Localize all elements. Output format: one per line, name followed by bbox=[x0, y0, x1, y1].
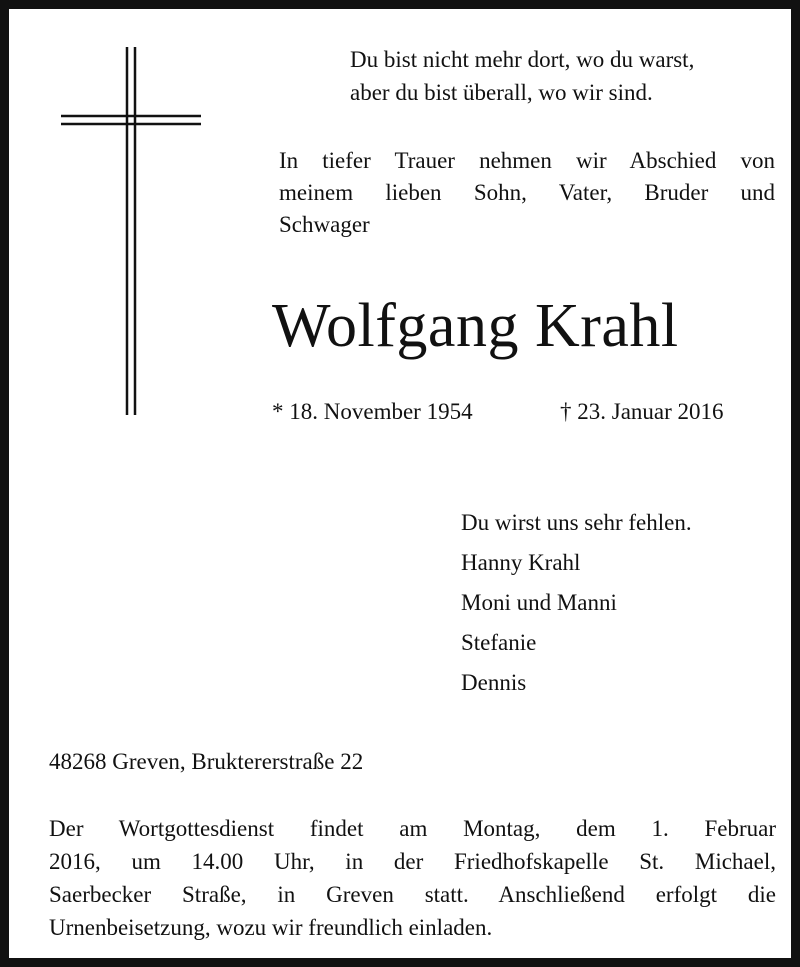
service-line: Der Wortgottesdienst findet am Montag, dem 1. Februar bbox=[49, 816, 776, 841]
service-line: 2016, um 14.00 Uhr, in der Friedhofskapelle St. Michael, bbox=[49, 849, 776, 874]
poem-quote bbox=[350, 43, 694, 109]
service-line: Urnenbeisetzung, wozu wir freundlich einladen. bbox=[49, 915, 493, 940]
family-signatures bbox=[461, 503, 692, 703]
birth-date: * 18. November 1954 bbox=[272, 399, 473, 424]
family-member: Stefanie bbox=[461, 630, 537, 655]
farewell-message: Du wirst uns sehr fehlen. bbox=[461, 510, 692, 535]
cross-icon bbox=[59, 47, 203, 417]
service-announcement bbox=[49, 812, 776, 944]
intro-text bbox=[279, 145, 775, 241]
intro-line: In tiefer Trauer nehmen wir Abschied von bbox=[279, 148, 775, 173]
family-member: Moni und Manni bbox=[461, 590, 617, 615]
address: 48268 Greven, Bruktererstraße 22 bbox=[49, 749, 364, 774]
death-date: † 23. Januar 2016 bbox=[560, 399, 724, 424]
service-line: Saerbecker Straße, in Greven statt. Anschließend erfolgt die bbox=[49, 882, 776, 907]
deceased-name: Wolfgang Krahl bbox=[272, 292, 679, 360]
intro-line: Schwager bbox=[279, 212, 370, 237]
poem-line: Du bist nicht mehr dort, wo du warst, bbox=[350, 47, 695, 72]
family-member: Dennis bbox=[461, 670, 527, 695]
intro-line: meinem lieben Sohn, Vater, Bruder und bbox=[279, 180, 775, 205]
poem-line: aber du bist überall, wo wir sind. bbox=[350, 80, 653, 105]
family-member: Hanny Krahl bbox=[461, 550, 581, 575]
